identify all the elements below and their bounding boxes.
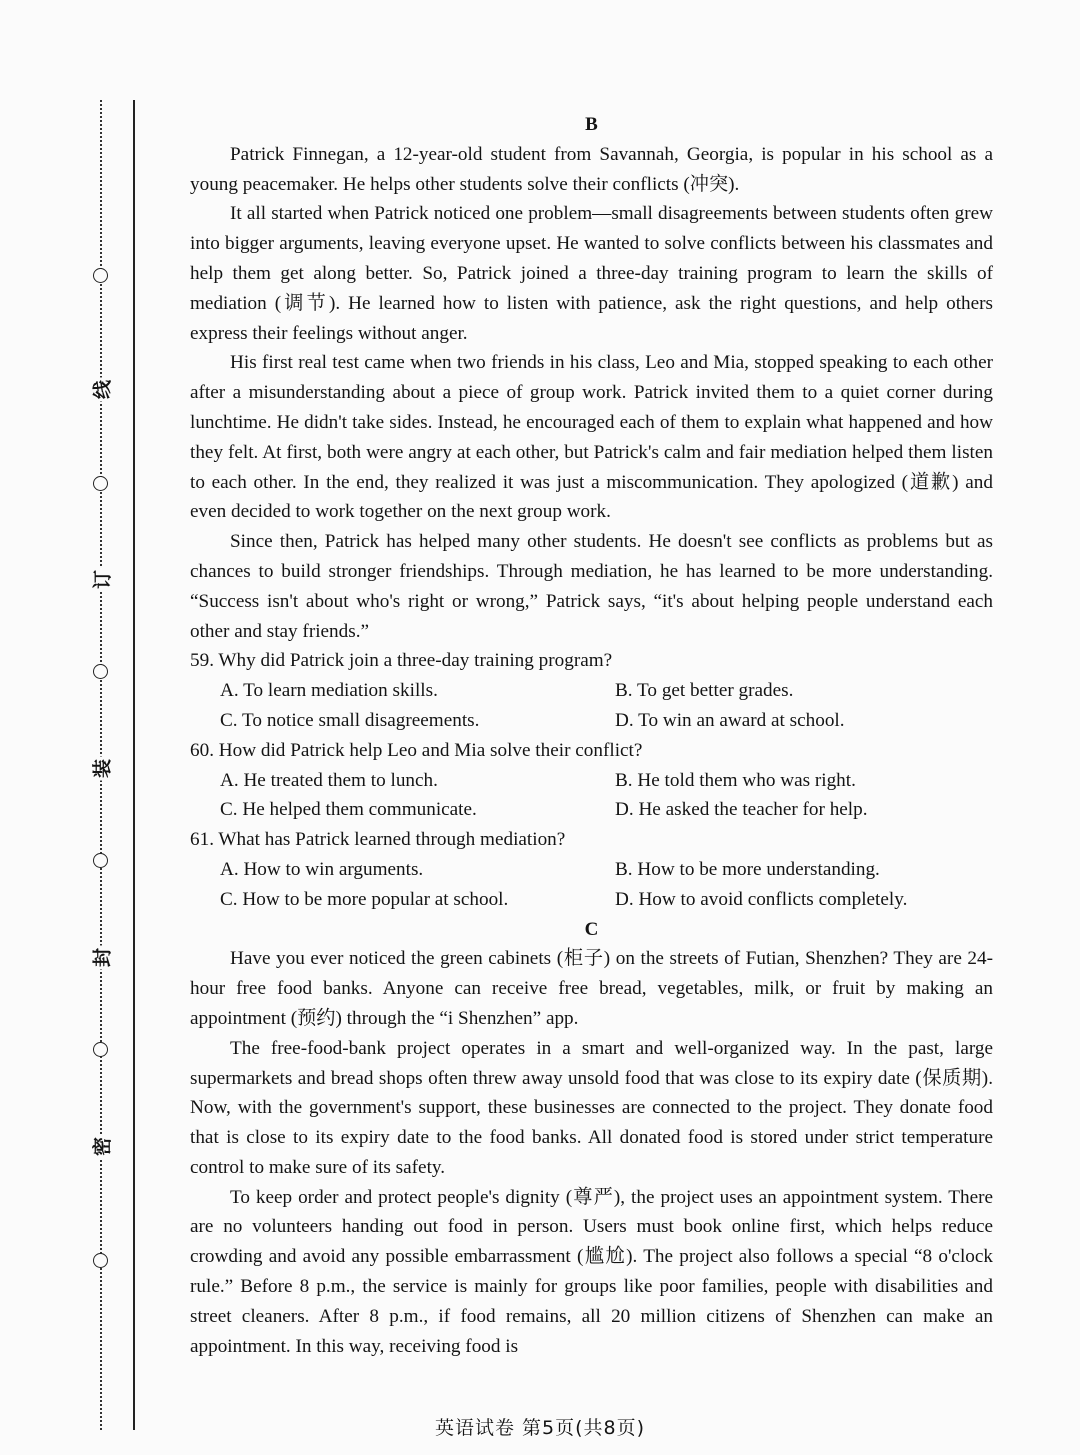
seal-circle	[93, 1253, 108, 1268]
seal-char-mi: 密	[88, 1135, 115, 1159]
passage-b-paragraph: Since then, Patrick has helped many other students. He doesn't see conflicts as problems but as chances to build stronger friendships. Through mediation, he has learned to be more understanding. “Success isn't about who's right or wrong,” Patrick says, “it's about helping people understand each other and stay friends.”	[190, 531, 993, 642]
question-stem: 60. How did Patrick help Leo and Mia solve their conflict?	[190, 739, 643, 761]
answer-options	[190, 855, 993, 915]
exam-content	[190, 110, 993, 1361]
question-stem: 61. What has Patrick learned through mediation?	[190, 829, 566, 851]
option-a: A. How to win arguments.	[220, 858, 424, 880]
page-footer: 英语试卷 第5页(共8页)	[434, 1417, 646, 1439]
seal-char-feng: 封	[88, 946, 115, 970]
passage-c-paragraph: Have you ever noticed the green cabinets (柜子) on the streets of Futian, Shenzhen? They are 24-hour free food banks. Anyone can receive free bread, vegetables, milk, or fruit by making an appointment (预约) through the “i Shenzhen” app.	[190, 948, 993, 1029]
question-61	[190, 825, 993, 914]
answer-options	[190, 676, 993, 736]
question-59	[190, 646, 993, 735]
section-b-heading: B	[585, 114, 598, 135]
option-b: B. He told them who was right.	[615, 769, 856, 791]
option-c: C. To notice small disagreements.	[220, 709, 480, 731]
seal-char-ding: 订	[88, 568, 115, 592]
margin-rule	[133, 100, 135, 1430]
seal-circle	[93, 1042, 108, 1057]
seal-circle	[93, 853, 108, 868]
option-a: A. To learn mediation skills.	[220, 680, 438, 702]
passage-b-paragraph: It all started when Patrick noticed one problem—small disagreements between students often grew into bigger arguments, leaving everyone upset. He wanted to solve conflicts between his classmates and help them get along better. So, Patrick joined a three-day training program to learn the skills of mediation (调节). He learned how to listen with patience, ask the right questions, and help others express their feelings without anger.	[190, 203, 993, 344]
passage-c-paragraph: The free-food-bank project operates in a smart and well-organized way. In the past, large supermarkets and bread shops often threw away unsold food that was close to its expiry date (保质期). Now, with the government's support, these businesses are connected to the project. They donate food that is close to its expiry date to the food banks. All donated food is stored under strict temperature control to make sure of its safety.	[190, 1037, 993, 1178]
question-60	[190, 736, 993, 825]
seal-char-zhuang: 装	[88, 757, 115, 781]
option-d: D. To win an award at school.	[615, 709, 845, 731]
option-d: D. He asked the teacher for help.	[615, 799, 868, 821]
option-b: B. How to be more understanding.	[615, 858, 880, 880]
option-c: C. How to be more popular at school.	[220, 888, 509, 910]
option-d: D. How to avoid conflicts completely.	[615, 888, 908, 910]
seal-circle	[93, 268, 108, 283]
option-b: B. To get better grades.	[615, 680, 794, 702]
section-c-heading: C	[584, 918, 599, 940]
option-c: C. He helped them communicate.	[220, 799, 477, 821]
passage-c-paragraph: To keep order and protect people's dignity (尊严), the project uses an appointment system. There are no volunteers handing out food in person. Users must book online first, which helps reduce crowding and avoid any possible embarrassment (尴尬). The project also follows a special “8 o'clock rule.” Before 8 p.m., the service is mainly for groups like poor families, people with disabilities and street cleaners. After 8 p.m., if food remains, all 20 million citizens of Shenzhen can make an appointment. In this way, receiving food is	[190, 1186, 993, 1357]
seal-circle	[93, 664, 108, 679]
question-stem: 59. Why did Patrick join a three-day training program?	[190, 650, 613, 672]
option-a: A. He treated them to lunch.	[220, 769, 438, 791]
passage-b-paragraph: His first real test came when two friends in his class, Leo and Mia, stopped speaking to each other after a misunderstanding about a piece of group work. Patrick invited them to a quiet corner during lunchtime. He didn't take sides. Instead, he encouraged each of them to explain what happened and how they felt. At first, both were angry at each other, but Patrick's calm and fair mediation helped them listen to each other. In the end, they realized it was just a miscommunication. They apologized (道歉) and even decided to work together on the next group work.	[190, 352, 993, 523]
seal-circle	[93, 476, 108, 491]
passage-b-paragraph: Patrick Finnegan, a 12-year-old student from Savannah, Georgia, is popular in his school as a young peacemaker. He helps other students solve their conflicts (冲突).	[190, 143, 993, 195]
answer-options	[190, 766, 993, 826]
binding-margin	[0, 0, 140, 1455]
seal-char-xian: 线	[88, 378, 115, 402]
